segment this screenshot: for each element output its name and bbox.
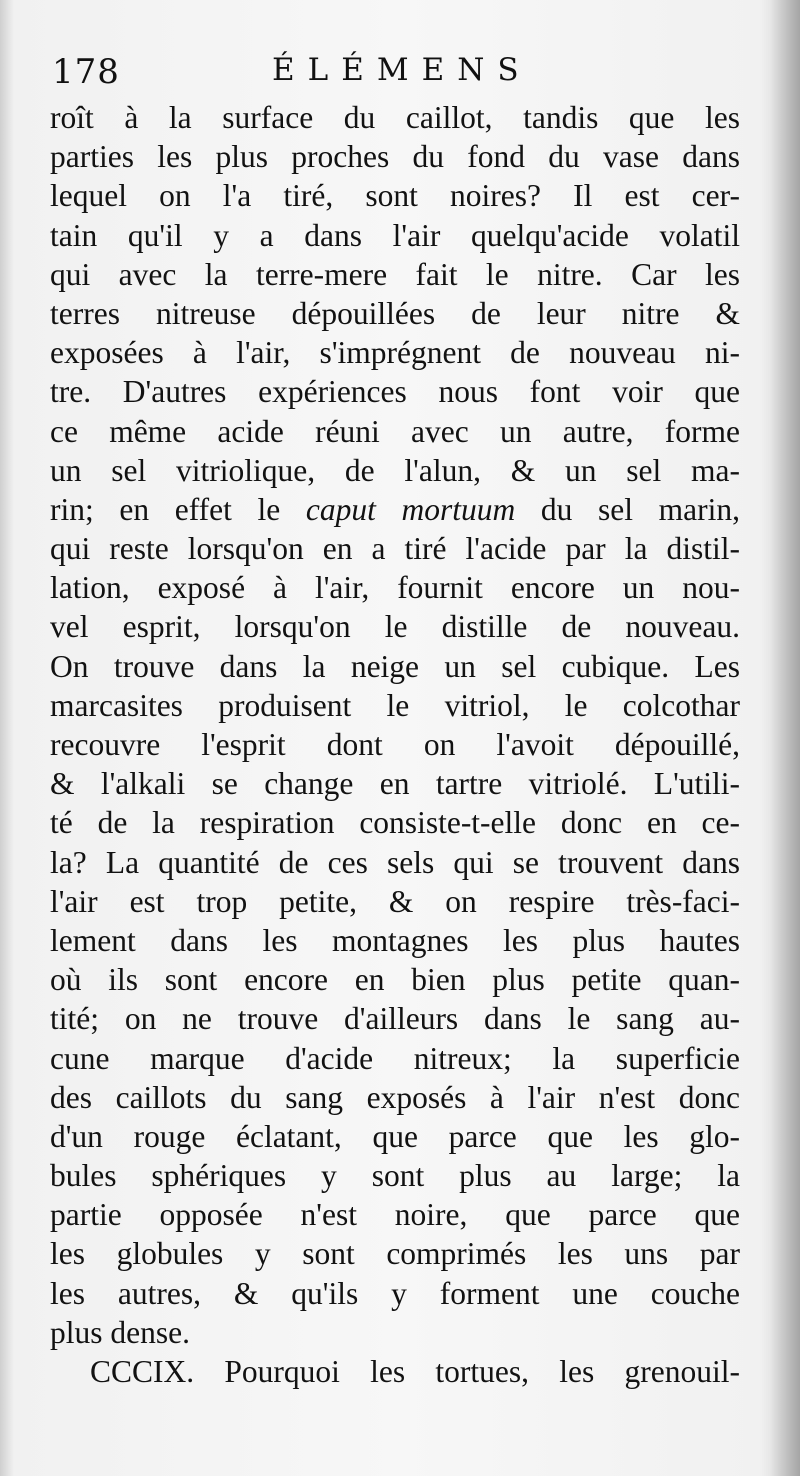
page-header	[52, 48, 742, 100]
body-text	[50, 98, 740, 1391]
text-line: parties les plus proches du fond du vase dans	[50, 139, 740, 175]
text-line: des caillots du sang exposés à l'air n'est donc	[50, 1079, 740, 1115]
text-line: qui avec la terre-mere fait le nitre. Car les	[50, 256, 740, 292]
next-paragraph-line: CCCIX. Pourquoi les tortues, les grenouil-	[90, 1354, 740, 1389]
text-line-caput-mortuum	[50, 490, 740, 529]
page-number: 178	[52, 52, 120, 92]
text-line: ce même acide réuni avec un autre, forme	[50, 413, 740, 449]
italic-term: caput mortuum	[305, 491, 516, 527]
text-line: d'un rouge éclatant, que parce que les glo-	[50, 1118, 740, 1154]
text-line: un sel vitriolique, de l'alun, & un sel ma-	[50, 452, 740, 488]
paragraph-last-line: plus dense.	[50, 1314, 190, 1350]
text-line: On trouve dans la neige un sel cubique. Les	[50, 648, 740, 684]
text-line: bules sphériques y sont plus au large; la	[50, 1158, 740, 1194]
text-line: té de la respiration consiste-t-elle donc en ce-	[50, 805, 740, 841]
text-segment: rin; en effet le	[50, 491, 281, 527]
text-line: roît à la surface du caillot, tandis que les	[50, 100, 740, 135]
text-segment: du sel marin,	[540, 491, 740, 527]
text-line: vel esprit, lorsqu'on le distille de nouveau.	[50, 609, 740, 645]
text-line: où ils sont encore en bien plus petite quan-	[50, 962, 740, 998]
text-line: marcasites produisent le vitriol, le colcothar	[50, 687, 740, 723]
text-line: tité; on ne trouve d'ailleurs dans le sang au-	[50, 1001, 740, 1037]
text-line: la? La quantité de ces sels qui se trouvent dans	[50, 844, 740, 880]
text-line: recouvre l'esprit dont on l'avoit dépouillé,	[50, 727, 740, 762]
text-line: les autres, & qu'ils y forment une couche	[50, 1275, 740, 1311]
text-line: qui reste lorsqu'on en a tiré l'acide par la distil-	[50, 531, 740, 567]
text-line: tain qu'il y a dans l'air quelqu'acide volatil	[50, 217, 740, 253]
text-line: exposées à l'air, s'imprégnent de nouveau ni-	[50, 335, 740, 371]
page-edge-shadow	[770, 0, 800, 1476]
text-line: les globules y sont comprimés les uns par	[50, 1236, 740, 1272]
text-line: terres nitreuse dépouillées de leur nitre &	[50, 295, 740, 331]
text-line: l'air est trop petite, & on respire très-faci-	[50, 883, 740, 919]
text-line: lation, exposé à l'air, fournit encore un nou-	[50, 570, 740, 606]
text-line: & l'alkali se change en tartre vitriolé. L'utili-	[50, 766, 740, 802]
text-line: cune marque d'acide nitreux; la superficie	[50, 1040, 740, 1076]
text-line: partie opposée n'est noire, que parce que	[50, 1197, 740, 1233]
running-title: ÉLÉMENS	[272, 52, 532, 88]
text-line: lequel on l'a tiré, sont noires? Il est cer-	[50, 178, 740, 214]
text-line: tre. D'autres expériences nous font voir que	[50, 374, 740, 410]
text-line: lement dans les montagnes les plus hautes	[50, 922, 740, 958]
